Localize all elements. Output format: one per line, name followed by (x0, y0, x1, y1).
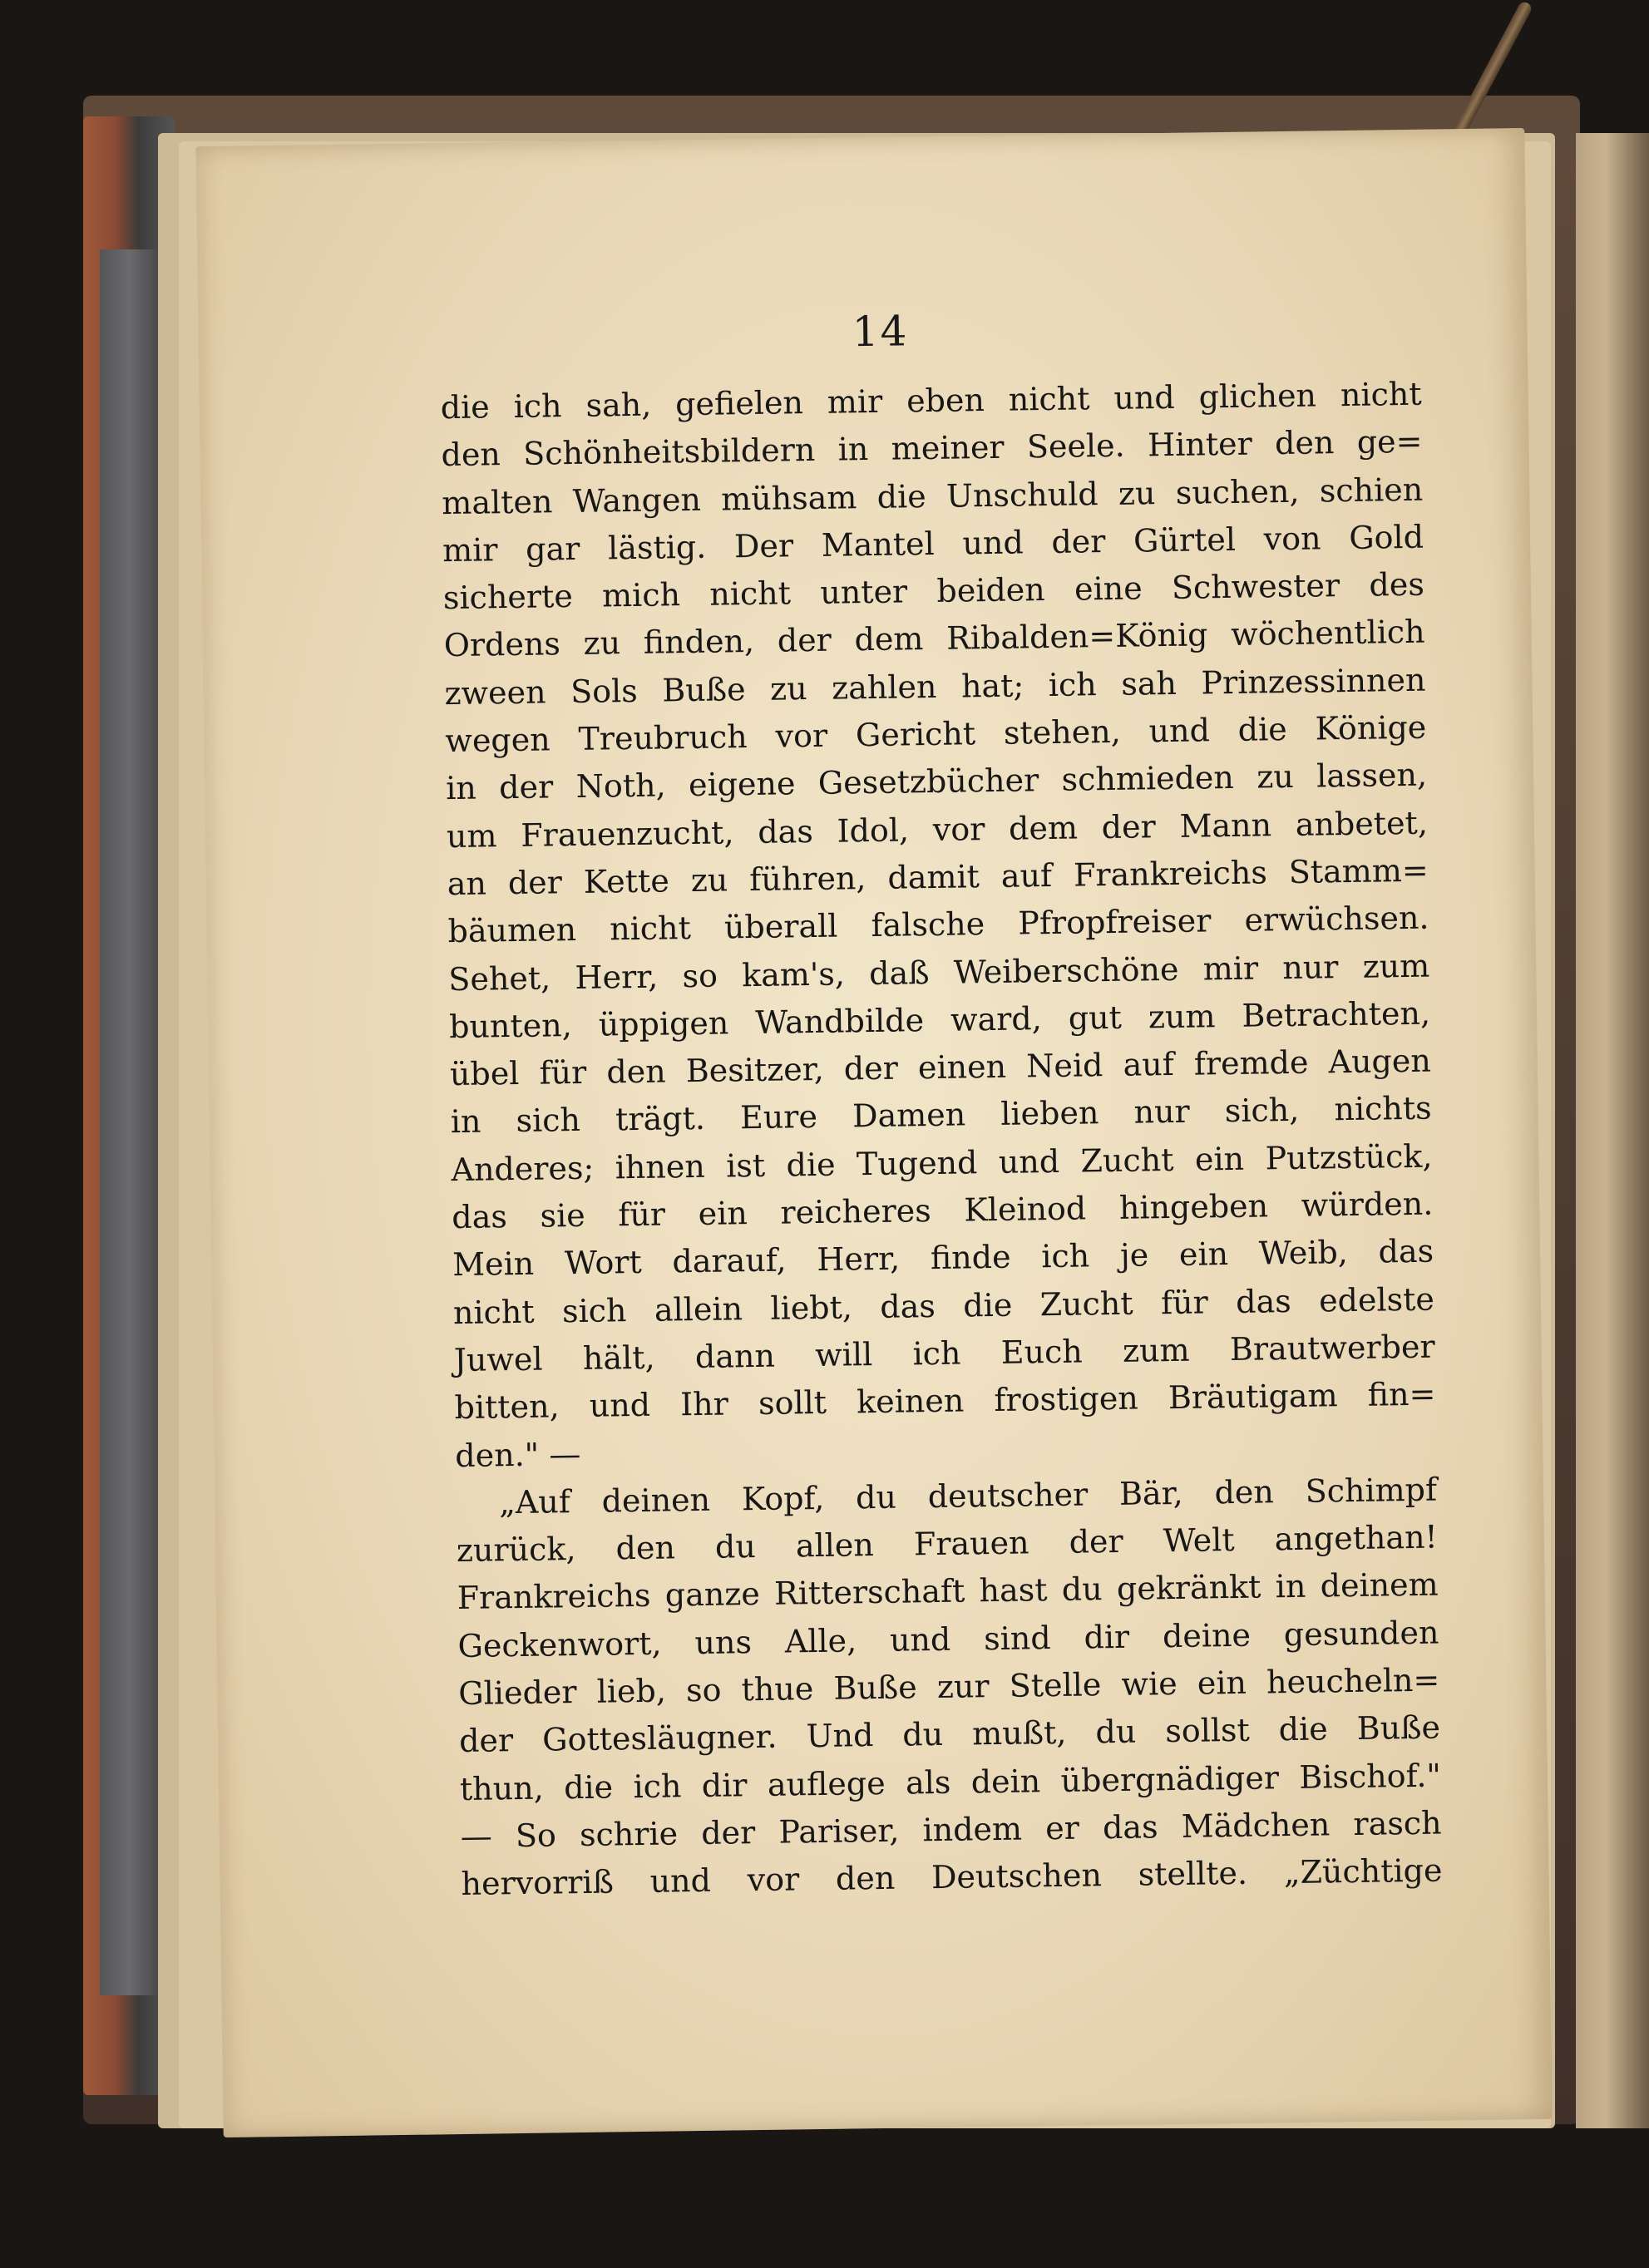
word: an (447, 865, 487, 903)
word: ihnen (615, 1147, 706, 1186)
word: Wort (564, 1244, 643, 1282)
word: deinen (601, 1481, 711, 1520)
word: So (515, 1817, 557, 1855)
word: Gesetzbücher (817, 762, 1039, 802)
word: finden, (643, 623, 755, 662)
word: der (498, 768, 554, 806)
word: die (962, 1286, 1013, 1324)
word: fin= (1367, 1375, 1436, 1413)
word: überall (723, 907, 838, 946)
word: Gericht (855, 715, 976, 754)
word: gesunden (1283, 1614, 1439, 1653)
word: sollt (758, 1384, 827, 1422)
word: Weib, (1258, 1234, 1349, 1272)
word: Prinzessinnen (1201, 661, 1426, 702)
word: der (1051, 522, 1106, 560)
word: das (757, 812, 814, 850)
word: zu (690, 861, 728, 900)
page-body-text (440, 371, 1442, 1909)
word: Kopf, (741, 1479, 825, 1518)
word: zu (1256, 758, 1295, 796)
word: meiner (891, 429, 1005, 467)
word: vor (747, 1861, 800, 1899)
word: der (1101, 807, 1157, 846)
word: dann (694, 1337, 776, 1375)
word: liebt, (770, 1289, 853, 1327)
word: Ritterschaft (773, 1572, 965, 1613)
word: deutscher (927, 1476, 1089, 1515)
word: der (843, 1049, 899, 1087)
word: das (1378, 1232, 1434, 1270)
word: Frankreichs (457, 1577, 651, 1617)
word: indem (922, 1810, 1023, 1849)
word: deine (1162, 1616, 1252, 1654)
word: und (962, 524, 1024, 562)
word: bäumen (447, 911, 577, 950)
word: nicht (609, 910, 692, 948)
word: auf (1000, 856, 1053, 895)
word: Damen (852, 1096, 966, 1135)
word: zween (444, 673, 546, 712)
word: der (777, 622, 832, 660)
word: in (1275, 1568, 1306, 1605)
word: Geckenwort, (457, 1625, 662, 1664)
word: Tugend (856, 1144, 978, 1183)
word: mir (442, 531, 498, 569)
word: Hinter (1147, 425, 1253, 464)
word: so (682, 957, 718, 994)
word: Ribalden=König (945, 616, 1208, 658)
word: du (1095, 1713, 1137, 1751)
word: nicht (709, 574, 792, 613)
word: Buße (1356, 1708, 1441, 1748)
word: zahlen (831, 668, 937, 707)
word: Bär, (1118, 1474, 1184, 1512)
word: Unschuld (945, 475, 1099, 515)
word: heucheln= (1266, 1661, 1440, 1701)
word: sich (516, 1102, 581, 1140)
word: Brautwerber (1229, 1328, 1435, 1368)
word: gar (525, 530, 580, 568)
word: gut (1068, 998, 1123, 1037)
word: in (450, 1103, 481, 1141)
word: dein (970, 1762, 1041, 1801)
word: du (1061, 1570, 1103, 1609)
word: Juwel (453, 1340, 543, 1379)
word: vor (932, 810, 985, 848)
word: zum (1122, 1331, 1190, 1369)
word: auf (1123, 1046, 1175, 1083)
word: mühsam (720, 478, 857, 518)
word: stellte. (1138, 1855, 1248, 1893)
word: Buße (661, 670, 746, 709)
word: der (507, 864, 563, 902)
word: ein (698, 1195, 748, 1233)
word: ganze (664, 1575, 761, 1614)
word: sie (540, 1196, 585, 1235)
word: du (714, 1528, 757, 1565)
word: üppigen (598, 1004, 729, 1043)
word: ein (1178, 1235, 1229, 1274)
word: des (1369, 565, 1425, 604)
word: schmieden (1061, 759, 1235, 799)
word: mir (1202, 949, 1259, 988)
word: Könige (1315, 708, 1427, 747)
spine-cloth-strip (100, 249, 158, 1995)
word: damit (887, 858, 980, 896)
word: das (880, 1287, 936, 1325)
word: Besitzer, (685, 1050, 825, 1090)
word: je (1119, 1236, 1149, 1275)
word: Mann (1179, 806, 1272, 845)
word: Bräutigam (1168, 1377, 1338, 1417)
word: reicheres (780, 1192, 931, 1231)
word: rasch (1353, 1804, 1442, 1842)
word: anbetet, (1295, 804, 1429, 843)
word: eigene (688, 765, 796, 804)
word: deinem (1320, 1566, 1439, 1605)
word: wegen (445, 721, 550, 760)
word: eben (906, 382, 985, 420)
word: lassen, (1316, 757, 1428, 795)
word: den (615, 1529, 676, 1567)
word: Ihr (679, 1385, 729, 1423)
word: den (1274, 424, 1335, 462)
word: sich (561, 1291, 627, 1329)
word: Frauenzucht, (520, 813, 734, 854)
word: ein (1194, 1140, 1245, 1178)
word: den (441, 436, 501, 474)
word: vor (775, 717, 828, 755)
word: edelste (1318, 1280, 1435, 1319)
word: thue (741, 1670, 814, 1708)
word: Noth, (575, 767, 666, 806)
word: Seele. (1026, 427, 1125, 466)
word: Stelle (1009, 1666, 1102, 1704)
word: so (685, 1671, 722, 1709)
word: Pariser, (778, 1812, 900, 1851)
word: Treubruch (578, 718, 748, 757)
word: hast (979, 1571, 1048, 1610)
word: dir (701, 1766, 748, 1804)
word: zum (1148, 998, 1216, 1036)
word: für (618, 1196, 666, 1234)
word: würden. (1301, 1185, 1434, 1224)
word: ein (1197, 1664, 1247, 1702)
word: auflege (767, 1764, 886, 1803)
word: und (649, 1862, 712, 1901)
word: nur (1281, 948, 1339, 986)
word: Idol, (837, 811, 910, 850)
word: die (563, 1768, 614, 1806)
word: zu (769, 669, 807, 708)
word: lästig. (607, 528, 707, 567)
word: die (786, 1146, 836, 1184)
word: mir (827, 382, 883, 421)
word: Mädchen (1181, 1806, 1331, 1845)
word: frostigen (994, 1379, 1139, 1419)
word: ich (513, 387, 562, 425)
word: dem (1008, 809, 1079, 847)
page-number: 14 (852, 307, 909, 357)
word: den (835, 1859, 896, 1897)
word: mußt, (971, 1714, 1067, 1753)
word: daß (868, 954, 930, 992)
word: und (1148, 712, 1211, 750)
word: stehen, (1003, 712, 1122, 752)
word: unter (819, 573, 908, 612)
word: hingeben (1118, 1187, 1269, 1226)
word: nichts (1334, 1090, 1432, 1128)
facing-page-edge (1576, 133, 1649, 2128)
word: übergnädiger (1060, 1758, 1280, 1799)
word: für (539, 1053, 587, 1092)
word: Euch (1000, 1333, 1084, 1371)
word: und (998, 1142, 1060, 1181)
word: hält, (582, 1339, 655, 1377)
word: Gürtel (1133, 520, 1237, 560)
word: wie (1121, 1664, 1178, 1703)
word: in (837, 431, 869, 468)
word: zum (1362, 947, 1430, 985)
word: thun, (459, 1769, 545, 1807)
word: Anderes; (451, 1149, 595, 1188)
word: Gottesläugner. (541, 1718, 778, 1758)
word: und (889, 1620, 951, 1659)
word: und (1113, 378, 1176, 417)
word: du (855, 1478, 897, 1516)
word: Sols (570, 672, 639, 710)
word: dir (1084, 1618, 1130, 1656)
word: Alle, (784, 1622, 857, 1660)
word: Welt (1163, 1521, 1235, 1560)
word: Mantel (821, 525, 936, 564)
word: Schönheitsbildern (522, 431, 816, 473)
word: Mein (452, 1245, 535, 1284)
word: Deutschen (931, 1856, 1103, 1896)
word: der (458, 1722, 514, 1760)
word: hervorriß (461, 1863, 615, 1903)
word: beiden (936, 571, 1046, 610)
word: will (814, 1335, 873, 1373)
word: gefielen (674, 384, 804, 423)
word: sah (1120, 664, 1178, 703)
word: falsche (871, 905, 985, 944)
word: „Auf (498, 1482, 571, 1521)
word: ich (1040, 1237, 1090, 1275)
word: zur (936, 1668, 990, 1706)
word: Frankreichs (1073, 854, 1268, 894)
word: und (589, 1387, 651, 1425)
word: wöchentlich (1230, 614, 1425, 653)
word: dem (854, 620, 924, 658)
word: Bischof." (1299, 1757, 1442, 1796)
word: das (1235, 1282, 1291, 1320)
word: Schimpf (1305, 1471, 1438, 1510)
word: hat; (960, 667, 1024, 705)
word: bitten, (454, 1388, 560, 1427)
word: Sehet, (448, 959, 551, 998)
word: den (606, 1053, 666, 1091)
word: ich (912, 1334, 961, 1373)
word: schrie (579, 1815, 679, 1853)
word: Schwester (1171, 567, 1340, 607)
word: Zucht (1039, 1284, 1133, 1323)
word: du (902, 1716, 944, 1753)
word: als (905, 1763, 951, 1802)
word: Kette (583, 862, 670, 900)
word: von (1263, 520, 1321, 558)
word: Pfropfreiser (1018, 902, 1212, 942)
word: Buße (833, 1669, 918, 1707)
word: einen (917, 1048, 1007, 1087)
word: lieb, (596, 1672, 667, 1710)
word: Gold (1348, 518, 1424, 556)
word: das (452, 1198, 508, 1236)
word: der (1069, 1522, 1123, 1560)
word: Kleinod (964, 1190, 1087, 1229)
word: Augen (1328, 1042, 1432, 1081)
word: die (876, 477, 926, 515)
word: Stamm= (1288, 851, 1429, 890)
word: ge= (1356, 423, 1423, 461)
word: Weiberschöne (953, 950, 1179, 991)
word: zu (583, 624, 621, 663)
word: in (445, 770, 477, 807)
word: gekränkt (1116, 1568, 1261, 1608)
word: sind (983, 1619, 1051, 1657)
word: die (440, 388, 491, 426)
word: keinen (856, 1382, 965, 1421)
word: Betrachten, (1242, 994, 1431, 1034)
word: erwüchsen. (1244, 899, 1429, 939)
word: suchen, (1175, 472, 1300, 511)
text-line-paragraph-end: den." — (455, 1435, 581, 1474)
word: um (446, 816, 497, 855)
word: sich, (1224, 1092, 1300, 1130)
word: uns (694, 1623, 753, 1661)
word: Wandbilde (755, 1002, 925, 1041)
word: Glieder (458, 1674, 577, 1713)
word: Der (733, 527, 794, 565)
word: eine (1074, 569, 1143, 608)
word: Zucht (1080, 1141, 1174, 1180)
word: die (1237, 711, 1288, 748)
word: Eure (739, 1098, 818, 1136)
word: finde (930, 1239, 1011, 1277)
book-page (195, 128, 1552, 2137)
word: den (1214, 1473, 1275, 1511)
word: ich (1048, 665, 1098, 703)
word: Frauen (913, 1524, 1029, 1563)
word: Wangen (572, 481, 702, 520)
word: das (1102, 1808, 1158, 1846)
word: mich (601, 576, 681, 614)
word: sicherte (442, 578, 574, 617)
word: Neid (1025, 1047, 1103, 1085)
word: er (1044, 1809, 1080, 1847)
word: allen (795, 1526, 875, 1565)
word: allein (654, 1289, 743, 1329)
word: sah, (585, 386, 652, 424)
word: kam's, (741, 955, 846, 993)
word: schien (1319, 471, 1424, 510)
word: ich (633, 1767, 682, 1805)
word: Herr, (575, 958, 659, 996)
word: ist (725, 1146, 766, 1185)
word: nur (1133, 1093, 1190, 1132)
word: Herr, (816, 1240, 901, 1279)
word: fremde (1193, 1043, 1309, 1082)
word: trägt. (615, 1100, 706, 1138)
word: „Züchtige (1283, 1851, 1443, 1891)
word: angethan! (1274, 1518, 1439, 1558)
word: der (700, 1813, 756, 1851)
word: ward, (950, 1000, 1043, 1038)
word: glichen (1198, 377, 1317, 416)
word: nicht (452, 1293, 535, 1331)
word: für (1160, 1284, 1209, 1321)
word: zurück, (456, 1531, 576, 1570)
word: zu (1118, 474, 1156, 512)
word: nicht (1008, 380, 1090, 418)
word: sollst (1164, 1712, 1251, 1750)
word: lieben (1000, 1094, 1099, 1133)
word: darauf, (672, 1241, 787, 1280)
word: Putzstück, (1265, 1137, 1433, 1177)
word: bunten, (448, 1006, 573, 1045)
word: — (460, 1817, 493, 1855)
word: nicht (1340, 375, 1422, 414)
word: malten (442, 482, 553, 521)
word: führen, (748, 860, 866, 899)
word: Ordens (443, 625, 561, 664)
word: übel (449, 1055, 520, 1093)
word: die (1278, 1710, 1329, 1748)
word: Und (806, 1717, 874, 1755)
